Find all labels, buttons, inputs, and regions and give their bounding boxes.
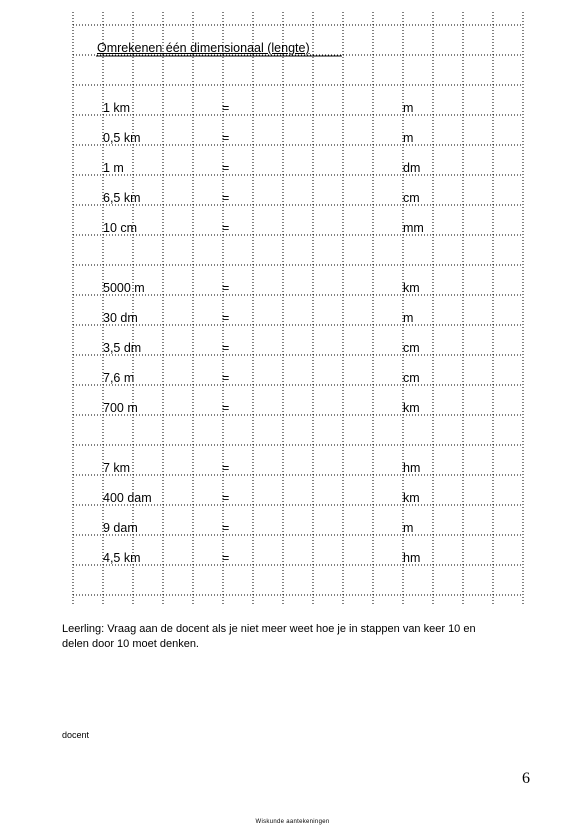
conversion-row <box>0 100 585 116</box>
conversion-row <box>0 460 585 476</box>
conversion-row <box>0 550 585 566</box>
given-quantity: 700 m <box>103 401 138 415</box>
conversion-row <box>0 160 585 176</box>
given-quantity: 7,6 m <box>103 371 135 385</box>
equals-sign: = <box>222 311 230 325</box>
given-quantity: 4,5 km <box>103 551 141 565</box>
target-unit: hm <box>403 551 421 565</box>
given-quantity: 1 km <box>103 101 131 115</box>
given-quantity: 30 dm <box>103 311 138 325</box>
given-quantity: 7 km <box>103 461 131 475</box>
given-quantity: 1 m <box>103 161 124 175</box>
equals-sign: = <box>222 401 230 415</box>
given-quantity: 5000 m <box>103 281 145 295</box>
target-unit: km <box>403 281 420 295</box>
student-note: Leerling: Vraag aan de docent als je niet meer weet hoe je in stappen van keer 10 en delen door 10 moet denken. <box>62 623 476 650</box>
given-quantity: 0,5 km <box>103 131 141 145</box>
conversion-row <box>0 400 585 416</box>
worksheet-title: Omrekenen één dimensionaal (lengte) <box>97 41 310 55</box>
equals-sign: = <box>222 101 230 115</box>
conversion-row <box>0 370 585 386</box>
target-unit: cm <box>403 341 420 355</box>
given-quantity: 10 cm <box>103 221 138 235</box>
conversion-row <box>0 130 585 146</box>
given-quantity: 3,5 dm <box>103 341 142 355</box>
equals-sign: = <box>222 161 230 175</box>
target-unit: mm <box>403 221 424 235</box>
page-number: 6 <box>522 770 530 787</box>
equals-sign: = <box>222 461 230 475</box>
conversion-row <box>0 310 585 326</box>
equals-sign: = <box>222 341 230 355</box>
equals-sign: = <box>222 131 230 145</box>
given-quantity: 400 dam <box>103 491 152 505</box>
equals-sign: = <box>222 281 230 295</box>
conversion-row <box>0 520 585 536</box>
target-unit: m <box>403 521 414 535</box>
conversion-row <box>0 220 585 236</box>
target-unit: cm <box>403 371 420 385</box>
target-unit: m <box>403 131 414 145</box>
conversion-row <box>0 340 585 356</box>
given-quantity: 6,5 km <box>103 191 141 205</box>
equals-sign: = <box>222 221 230 235</box>
conversion-row <box>0 490 585 506</box>
target-unit: km <box>403 491 420 505</box>
given-quantity: 9 dam <box>103 521 138 535</box>
target-unit: m <box>403 101 414 115</box>
target-unit: km <box>403 401 420 415</box>
teacher-label: docent <box>62 730 90 740</box>
equals-sign: = <box>222 551 230 565</box>
target-unit: m <box>403 311 414 325</box>
target-unit: dm <box>403 161 421 175</box>
conversion-row <box>0 190 585 206</box>
conversion-row <box>0 280 585 296</box>
equals-sign: = <box>222 521 230 535</box>
equals-sign: = <box>222 491 230 505</box>
page-footer: Wiskunde aantekeningen <box>255 819 330 825</box>
target-unit: hm <box>403 461 421 475</box>
equals-sign: = <box>222 191 230 205</box>
target-unit: cm <box>403 191 420 205</box>
equals-sign: = <box>222 371 230 385</box>
